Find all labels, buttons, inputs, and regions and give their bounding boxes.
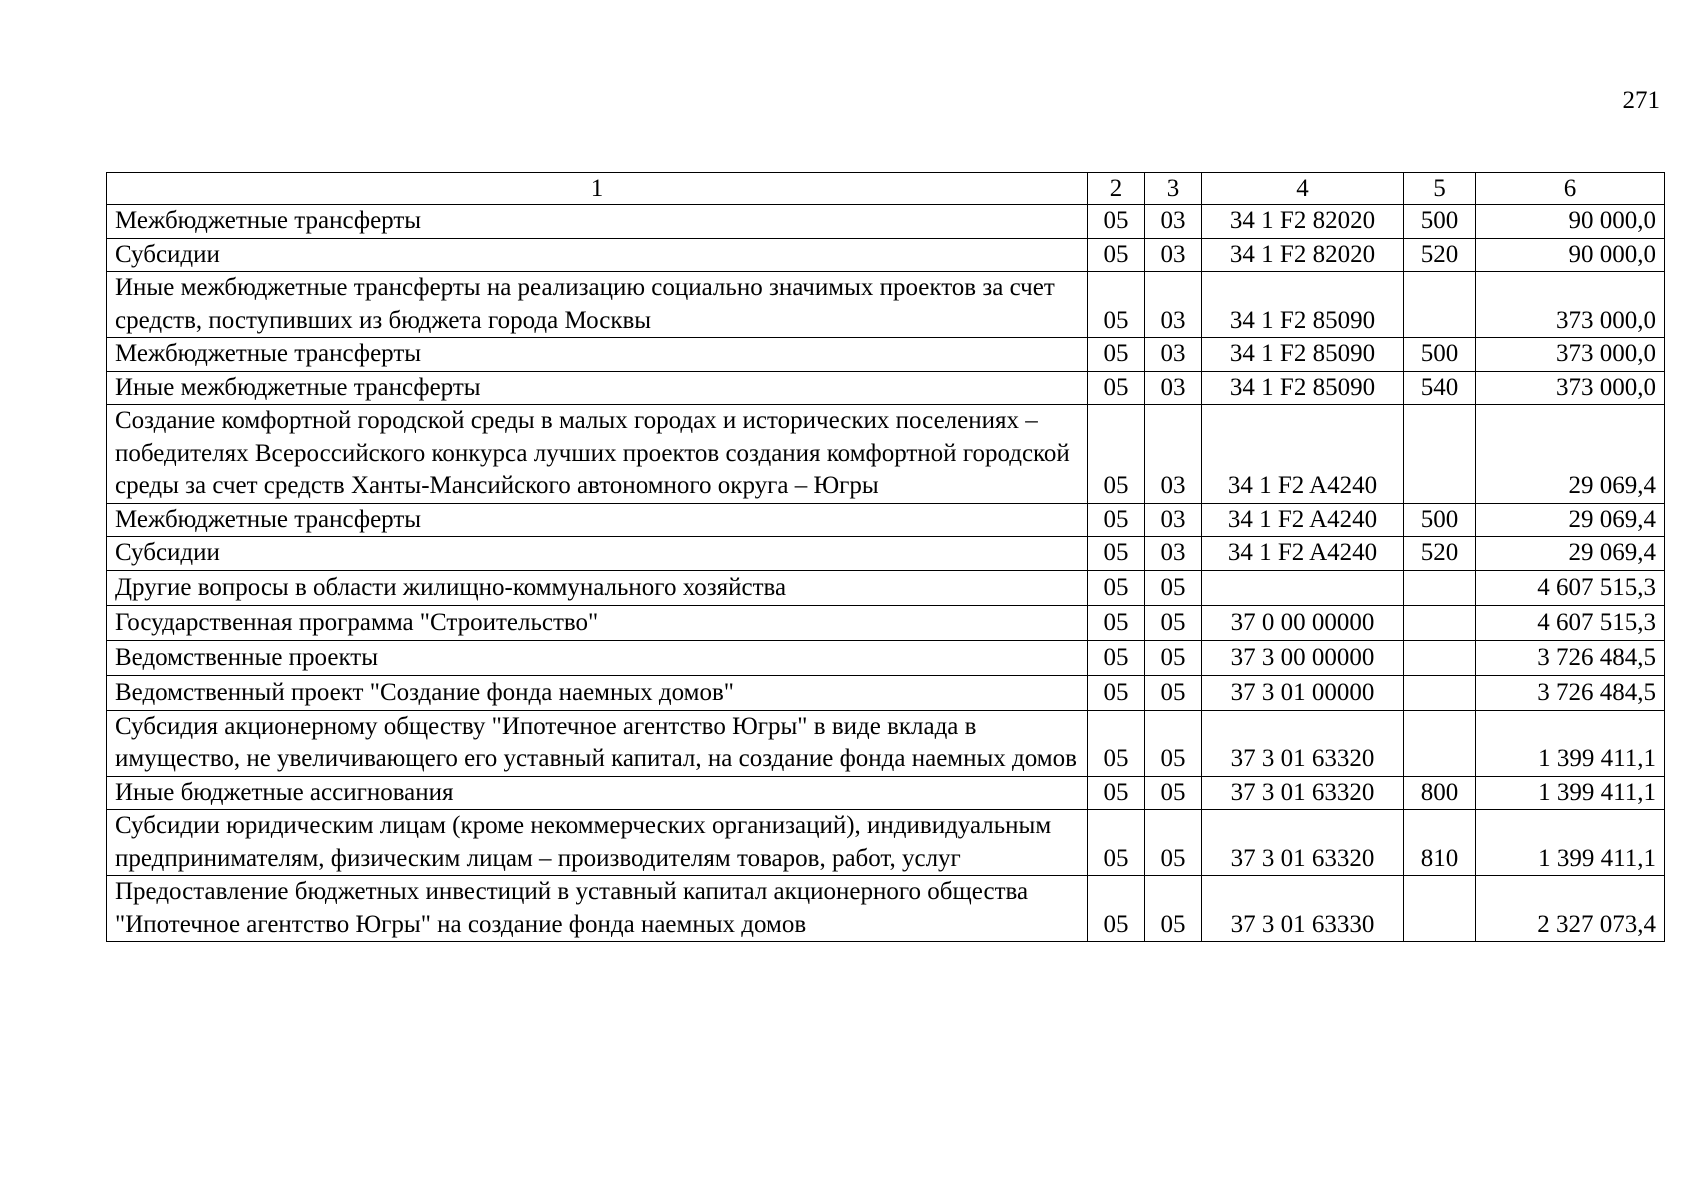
item-name-cell: Иные межбюджетные трансферты на реализацию социально значимых проектов за счет средств, поступивших из бюджета города Москвы xyxy=(107,272,1088,338)
section-code-cell: 05 xyxy=(1088,371,1145,405)
subsection-code-cell: 03 xyxy=(1145,338,1202,372)
target-article-cell: 34 1 F2 A4240 xyxy=(1202,405,1404,504)
amount-cell: 1 399 411,1 xyxy=(1476,810,1665,876)
subsection-code-cell: 03 xyxy=(1145,405,1202,504)
column-header: 4 xyxy=(1202,173,1404,205)
amount-cell: 29 069,4 xyxy=(1476,537,1665,571)
amount-cell: 90 000,0 xyxy=(1476,238,1665,272)
section-code-cell: 05 xyxy=(1088,876,1145,942)
subsection-code-cell: 03 xyxy=(1145,272,1202,338)
amount-cell: 4 607 515,3 xyxy=(1476,605,1665,640)
subsection-code-cell: 05 xyxy=(1145,876,1202,942)
table-row xyxy=(107,776,1665,810)
table-row xyxy=(107,810,1665,876)
item-name-cell: Субсидия акционерному обществу "Ипотечное агентство Югры" в виде вклада в имущество, не увеличивающего его уставный капитал, на создание фонда наемных домов xyxy=(107,710,1088,776)
target-article-cell: 37 3 01 63320 xyxy=(1202,810,1404,876)
section-code-cell: 05 xyxy=(1088,776,1145,810)
section-code-cell: 05 xyxy=(1088,675,1145,710)
subsection-code-cell: 05 xyxy=(1145,570,1202,605)
table-row xyxy=(107,640,1665,675)
table-row xyxy=(107,338,1665,372)
expense-type-cell xyxy=(1404,405,1476,504)
target-article-cell: 37 3 01 63330 xyxy=(1202,876,1404,942)
table-row xyxy=(107,675,1665,710)
amount-cell: 373 000,0 xyxy=(1476,272,1665,338)
table-row xyxy=(107,503,1665,537)
item-name-cell: Субсидии xyxy=(107,537,1088,571)
target-article-cell: 34 1 F2 85090 xyxy=(1202,338,1404,372)
target-article-cell: 34 1 F2 A4240 xyxy=(1202,503,1404,537)
item-name-cell: Межбюджетные трансферты xyxy=(107,503,1088,537)
target-article-cell: 34 1 F2 82020 xyxy=(1202,238,1404,272)
table-row xyxy=(107,371,1665,405)
section-code-cell: 05 xyxy=(1088,205,1145,239)
table-row xyxy=(107,537,1665,571)
target-article-cell: 34 1 F2 A4240 xyxy=(1202,537,1404,571)
amount-cell: 4 607 515,3 xyxy=(1476,570,1665,605)
item-name-cell: Ведомственный проект "Создание фонда наемных домов" xyxy=(107,675,1088,710)
amount-cell: 1 399 411,1 xyxy=(1476,710,1665,776)
section-code-cell: 05 xyxy=(1088,405,1145,504)
target-article-cell: 37 0 00 00000 xyxy=(1202,605,1404,640)
subsection-code-cell: 03 xyxy=(1145,503,1202,537)
budget-table xyxy=(106,172,1665,942)
target-article-cell: 37 3 01 63320 xyxy=(1202,776,1404,810)
page-number: 271 xyxy=(1622,87,1660,114)
expense-type-cell: 540 xyxy=(1404,371,1476,405)
expense-type-cell xyxy=(1404,876,1476,942)
section-code-cell: 05 xyxy=(1088,238,1145,272)
column-header: 5 xyxy=(1404,173,1476,205)
target-article-cell xyxy=(1202,570,1404,605)
amount-cell: 29 069,4 xyxy=(1476,405,1665,504)
subsection-code-cell: 05 xyxy=(1145,675,1202,710)
expense-type-cell xyxy=(1404,675,1476,710)
subsection-code-cell: 05 xyxy=(1145,710,1202,776)
amount-cell: 373 000,0 xyxy=(1476,338,1665,372)
table-header-row xyxy=(107,173,1665,205)
subsection-code-cell: 05 xyxy=(1145,776,1202,810)
target-article-cell: 34 1 F2 82020 xyxy=(1202,205,1404,239)
item-name-cell: Межбюджетные трансферты xyxy=(107,338,1088,372)
item-name-cell: Создание комфортной городской среды в малых городах и исторических поселениях – победителях Всероссийского конкурса лучших проектов создания комфортной городской среды за счет средств Ханты-Мансийского автономного округа – Югры xyxy=(107,405,1088,504)
amount-cell: 3 726 484,5 xyxy=(1476,675,1665,710)
target-article-cell: 37 3 00 00000 xyxy=(1202,640,1404,675)
item-name-cell: Иные межбюджетные трансферты xyxy=(107,371,1088,405)
target-article-cell: 37 3 01 63320 xyxy=(1202,710,1404,776)
column-header: 3 xyxy=(1145,173,1202,205)
expense-type-cell: 810 xyxy=(1404,810,1476,876)
target-article-cell: 37 3 01 00000 xyxy=(1202,675,1404,710)
amount-cell: 373 000,0 xyxy=(1476,371,1665,405)
target-article-cell: 34 1 F2 85090 xyxy=(1202,272,1404,338)
subsection-code-cell: 03 xyxy=(1145,371,1202,405)
item-name-cell: Субсидии юридическим лицам (кроме некоммерческих организаций), индивидуальным предпринимателям, физическим лицам – производителям товаров, работ, услуг xyxy=(107,810,1088,876)
amount-cell: 2 327 073,4 xyxy=(1476,876,1665,942)
table-row xyxy=(107,710,1665,776)
subsection-code-cell: 03 xyxy=(1145,537,1202,571)
section-code-cell: 05 xyxy=(1088,605,1145,640)
expense-type-cell: 520 xyxy=(1404,238,1476,272)
expense-type-cell: 520 xyxy=(1404,537,1476,571)
table-row xyxy=(107,570,1665,605)
item-name-cell: Иные бюджетные ассигнования xyxy=(107,776,1088,810)
section-code-cell: 05 xyxy=(1088,537,1145,571)
table-row xyxy=(107,405,1665,504)
subsection-code-cell: 05 xyxy=(1145,605,1202,640)
amount-cell: 1 399 411,1 xyxy=(1476,776,1665,810)
item-name-cell: Ведомственные проекты xyxy=(107,640,1088,675)
item-name-cell: Межбюджетные трансферты xyxy=(107,205,1088,239)
section-code-cell: 05 xyxy=(1088,338,1145,372)
item-name-cell: Предоставление бюджетных инвестиций в уставный капитал акционерного общества "Ипотечное агентство Югры" на создание фонда наемных домов xyxy=(107,876,1088,942)
section-code-cell: 05 xyxy=(1088,810,1145,876)
section-code-cell: 05 xyxy=(1088,570,1145,605)
subsection-code-cell: 03 xyxy=(1145,205,1202,239)
table-row xyxy=(107,605,1665,640)
section-code-cell: 05 xyxy=(1088,710,1145,776)
table-row xyxy=(107,272,1665,338)
section-code-cell: 05 xyxy=(1088,640,1145,675)
subsection-code-cell: 03 xyxy=(1145,238,1202,272)
table-row xyxy=(107,205,1665,239)
column-header: 6 xyxy=(1476,173,1665,205)
amount-cell: 29 069,4 xyxy=(1476,503,1665,537)
column-header: 2 xyxy=(1088,173,1145,205)
expense-type-cell xyxy=(1404,640,1476,675)
subsection-code-cell: 05 xyxy=(1145,810,1202,876)
table-row xyxy=(107,876,1665,942)
section-code-cell: 05 xyxy=(1088,272,1145,338)
expense-type-cell xyxy=(1404,710,1476,776)
expense-type-cell: 500 xyxy=(1404,338,1476,372)
amount-cell: 90 000,0 xyxy=(1476,205,1665,239)
table-row xyxy=(107,238,1665,272)
expense-type-cell: 800 xyxy=(1404,776,1476,810)
expense-type-cell: 500 xyxy=(1404,503,1476,537)
target-article-cell: 34 1 F2 85090 xyxy=(1202,371,1404,405)
expense-type-cell xyxy=(1404,570,1476,605)
subsection-code-cell: 05 xyxy=(1145,640,1202,675)
section-code-cell: 05 xyxy=(1088,503,1145,537)
amount-cell: 3 726 484,5 xyxy=(1476,640,1665,675)
expense-type-cell xyxy=(1404,605,1476,640)
item-name-cell: Субсидии xyxy=(107,238,1088,272)
expense-type-cell: 500 xyxy=(1404,205,1476,239)
expense-type-cell xyxy=(1404,272,1476,338)
item-name-cell: Другие вопросы в области жилищно-коммунального хозяйства xyxy=(107,570,1088,605)
column-header: 1 xyxy=(107,173,1088,205)
item-name-cell: Государственная программа "Строительство" xyxy=(107,605,1088,640)
